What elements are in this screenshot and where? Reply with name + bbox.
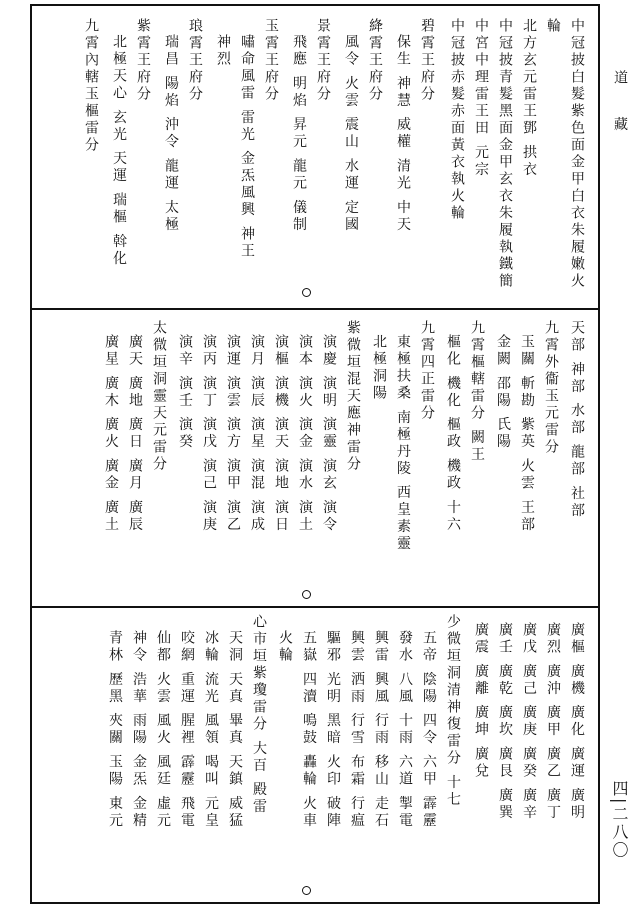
panel-middle	[32, 310, 598, 606]
text-column: 玉關 斬勘 紫英 火雲 王部	[519, 334, 535, 534]
text-column: 廣烈 廣沖 廣甲 廣乙 廣丁	[545, 622, 561, 822]
section-heading: 碧霄王府分	[419, 18, 435, 103]
text-column: 演運 演雲 演方 演甲 演乙	[225, 334, 241, 534]
text-column: 神烈	[215, 34, 231, 68]
text-column: 演樞 演機 演天 演地 演日	[273, 334, 289, 534]
text-column: 廣星 廣木 廣火 廣金 廣土	[103, 334, 119, 534]
section-heading: 心市垣紫瓊雷分 大百 殿雷	[251, 614, 267, 816]
section-heading: 九霄樞轄雷分 闕王	[469, 320, 485, 464]
text-column: 中冠披赤髮赤面黃衣執火輪	[449, 18, 465, 222]
section-heading: 九霄外衞玉元雷分	[543, 320, 559, 456]
text-column: 興雲 洒雨 行雪 布霜 行瘟	[349, 630, 365, 830]
text-column: 發水 八風 十雨 六道 掣電	[397, 630, 413, 830]
binding-hole-marker	[302, 886, 311, 895]
text-column: 飛應 明焰 昇元 龍元 儀制	[291, 34, 307, 234]
section-heading: 景霄王府分	[315, 18, 331, 103]
text-column: 天洞 天真 畢真 天鎮 威猛	[227, 630, 243, 830]
text-column: 咬網 重運 腥裡 霹靂 飛電	[179, 630, 195, 830]
text-column: 東極扶桑 南極丹陵 西皇素靈	[395, 334, 411, 553]
text-column: 演辛 演壬 演癸	[177, 334, 193, 451]
text-column: 北極洞陽	[371, 334, 387, 402]
section-heading: 紫微垣混天應神雷分	[345, 320, 361, 473]
text-column: 廣天 廣地 廣日 廣月 廣辰	[127, 334, 143, 534]
text-column: 演月 演辰 演星 演混 演成	[249, 334, 265, 534]
text-column: 中冠披白髮紫色面金甲白衣朱履嫩火	[569, 18, 585, 290]
text-column: 廣戊 廣己 廣庚 廣癸 廣辛	[521, 622, 537, 822]
page-frame	[30, 4, 600, 904]
text-column: 興雷 興風 行雨 移山 走石	[373, 630, 389, 830]
text-column: 風令 火雲 震山 水運 定國	[343, 34, 359, 234]
text-column: 演本 演火 演金 演水 演土	[297, 334, 313, 534]
text-column: 神令 浩華 雨陽 金炁 金精	[131, 630, 147, 830]
text-column: 保生 神慧 威權 清光 中天	[395, 34, 411, 234]
canon-label: 道 藏	[612, 70, 628, 145]
text-column: 嘯命風雷 雷光 金炁風興 神王	[239, 34, 255, 261]
section-heading: 少微垣洞清神復雷分 十七	[445, 614, 461, 809]
section-heading: 九霄四正雷分	[419, 320, 435, 422]
text-column: 金闕 邵陽 氏陽	[495, 334, 511, 451]
text-column: 演丙 演丁 演戊 演己 演庚	[201, 334, 217, 534]
text-column: 瑞昌 陽焰 沖令 龍運 太極	[163, 34, 179, 234]
section-heading: 太微垣洞靈天元雷分	[151, 320, 167, 473]
text-column: 火輪	[277, 630, 293, 664]
text-column: 北極天心 玄光 天運 瑞樞 斡化	[111, 34, 127, 268]
text-column: 五帝 陰陽 四令 六甲 霹靂	[421, 630, 437, 830]
text-column: 五嶽 四瀆 鳴鼓 轟輪 火車	[301, 630, 317, 830]
panel-bottom	[32, 608, 598, 902]
text-column: 演慶 演明 演靈 演玄 演令	[321, 334, 337, 534]
text-column: 中宮中理雷王田 元宗	[473, 18, 489, 179]
section-heading: 絳霄王府分	[367, 18, 383, 103]
text-column: 青林 歷黑 夾關 玉陽 東元	[107, 630, 123, 830]
text-column: 仙都 火雲 風火 風廷 虛元	[155, 630, 171, 830]
binding-hole-marker	[302, 590, 311, 599]
section-heading: 玉霄王府分	[263, 18, 279, 103]
text-column: 樞化 機化 樞政 機政 十六	[445, 334, 461, 534]
page-number: 四|二八〇	[610, 780, 629, 860]
text-column: 輪	[545, 18, 561, 35]
text-column: 廣樞 廣機 廣化 廣運 廣明	[569, 622, 585, 822]
text-column: 天部 神部 水部 龍部 社部	[569, 320, 585, 520]
section-heading: 紫霄王府分	[135, 18, 151, 103]
text-column: 廣震 廣離 廣坤 廣兌	[473, 622, 489, 781]
panel-top	[32, 6, 598, 308]
section-heading: 九霄內轄玉樞雷分	[83, 18, 99, 154]
binding-hole-marker	[302, 288, 311, 297]
text-column: 北方玄元雷王鄧 拱衣	[521, 18, 537, 179]
section-heading: 琅霄王府分	[187, 18, 203, 103]
text-column: 驅邪 光明 黑暗 火印 破陣	[325, 630, 341, 830]
text-column: 冰輪 流光 風領 喝叫 元皇	[203, 630, 219, 830]
text-column: 廣壬 廣乾 廣坎 廣艮 廣巽	[497, 622, 513, 822]
text-column: 中冠披青髮黑面金甲玄衣朱履執鐵簡	[497, 18, 513, 290]
